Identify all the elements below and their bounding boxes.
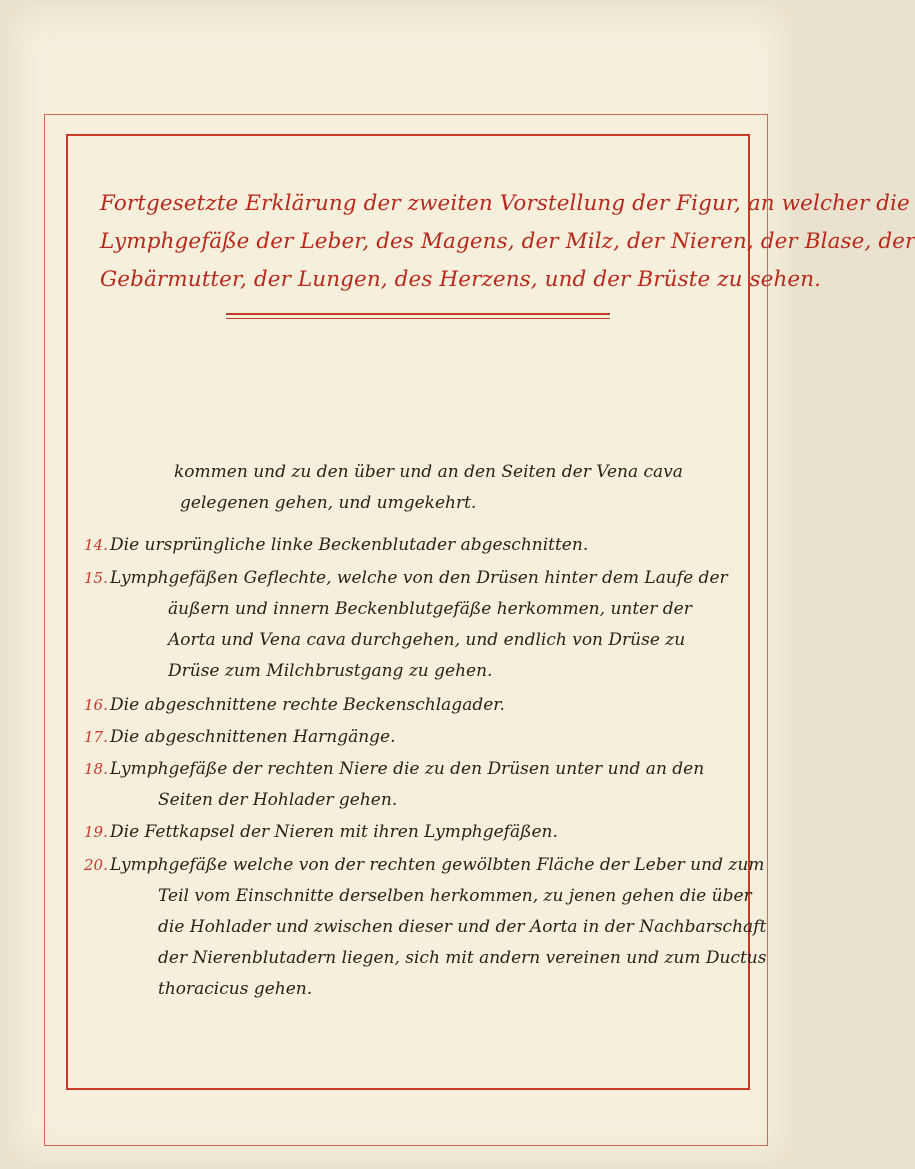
text-line: Drüse zum Milchbrustgang zu gehen. <box>168 661 493 681</box>
item-number: 20. <box>84 856 108 874</box>
title-line: Fortgesetzte Erklärung der zweiten Vorstellung der Figur, an welcher die <box>100 191 910 216</box>
title-underline <box>226 313 610 315</box>
text-line: der Nierenblutadern liegen, sich mit andern vereinen und zum Ductus <box>158 948 767 968</box>
text-line: Aorta und Vena cava durchgehen, und endlich von Drüse zu <box>168 630 686 650</box>
list-item <box>84 817 724 848</box>
title-underline <box>226 318 610 319</box>
text-line: Lymphgefäße welche von der rechten gewölbten Fläche der Leber und zum <box>110 855 765 875</box>
text-line: kommen und zu den über und an den Seiten der Vena cava <box>174 462 683 482</box>
item-number: 17. <box>84 728 108 746</box>
page-title <box>100 185 915 299</box>
item-number: 18. <box>84 760 108 778</box>
item-number: 16. <box>84 696 108 714</box>
list-item <box>84 754 724 816</box>
list-item <box>84 722 724 753</box>
text-line: thoracicus gehen. <box>158 979 313 999</box>
text-line: Seiten der Hohlader gehen. <box>158 790 398 810</box>
list-item <box>84 850 767 1005</box>
text-line: die Hohlader und zwischen dieser und der Aorta in der Nachbarschaft <box>158 917 767 937</box>
list-item <box>84 530 724 561</box>
text-line: Die abgeschnittene rechte Beckenschlagader. <box>110 695 505 715</box>
list-item <box>84 563 728 687</box>
text-line: gelegenen gehen, und umgekehrt. <box>180 493 477 513</box>
item-number: 15. <box>84 569 108 587</box>
item-number: 14. <box>84 536 108 554</box>
title-line: Gebärmutter, der Lungen, des Herzens, und der Brüste zu sehen. <box>100 267 822 292</box>
item-number: 19. <box>84 823 108 841</box>
text-line: äußern und innern Beckenblutgefäße herkommen, unter der <box>168 599 692 619</box>
continuation-text <box>174 457 683 519</box>
text-line: Die ursprüngliche linke Beckenblutader abgeschnitten. <box>110 535 589 555</box>
text-line: Die abgeschnittenen Harngänge. <box>110 727 396 747</box>
text-line: Lymphgefäßen Geflechte, welche von den Drüsen hinter dem Laufe der <box>110 568 728 588</box>
text-line: Die Fettkapsel der Nieren mit ihren Lymphgefäßen. <box>110 822 558 842</box>
text-line: Teil vom Einschnitte derselben herkommen, zu jenen gehen die über <box>158 886 752 906</box>
list-item <box>84 690 724 721</box>
text-line: Lymphgefäße der rechten Niere die zu den Drüsen unter und an den <box>110 759 705 779</box>
title-line: Lymphgefäße der Leber, des Magens, der Milz, der Nieren, der Blase, der <box>100 229 915 254</box>
